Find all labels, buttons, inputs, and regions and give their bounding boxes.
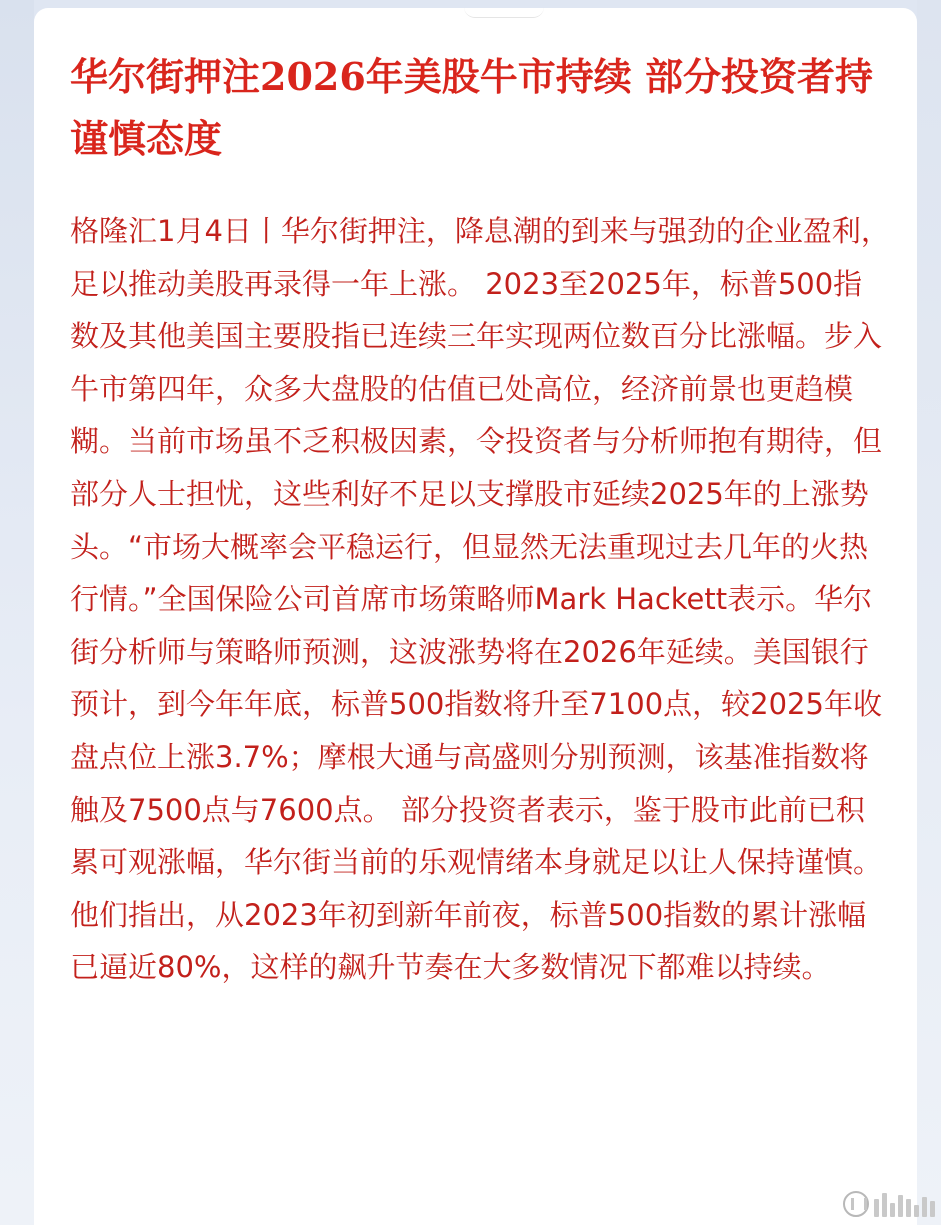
background-left (0, 0, 34, 1225)
watermark-bars (874, 1193, 935, 1217)
article-card (34, 8, 917, 1225)
top-notch (464, 7, 544, 18)
article-title: 华尔街押注2026年美股牛市持续 部分投资者持谨慎态度 (70, 54, 873, 161)
watermark (843, 1191, 935, 1217)
article-body: 格隆汇1月4日丨华尔街押注，降息潮的到来与强劲的企业盈利，足以推动美股再录得一年上涨。 2023至2025年，标普500指数及其他美国主要股指已连续三年实现两位数百分比涨幅。步入牛市第四年，众多大盘股的估值已处高位，经济前景也更趋模糊。当前市场虽不乏积极因素，令投资者与分析师抱有期待，但部分人士担忧，这些利好不足以支撑股市延续2025年的上涨势头。“市场大概率会平稳运行，但显然无法重现过去几年的火热行情。”全国保险公司首席市场策略师Mark Hackett表示。华尔街分析师与策略师预测，这波涨势将在2026年延续。美国银行预计，到今年年底，标普500指数将升至7100点，较2025年收盘点位上涨3.7%；摩根大通与高盛则分别预测，该基准指数将触及7500点与7600点。 部分投资者表示，鉴于股市此前已积累可观涨幅，华尔街当前的乐观情绪本身就足以让人保持谨慎。他们指出，从2023年初到新年前夜，标普500指数的累计涨幅已逼近80%，这样的飙升节奏在大多数情况下都难以持续。 (70, 214, 890, 985)
background-right (917, 0, 941, 1225)
watermark-logo-icon (843, 1191, 869, 1217)
